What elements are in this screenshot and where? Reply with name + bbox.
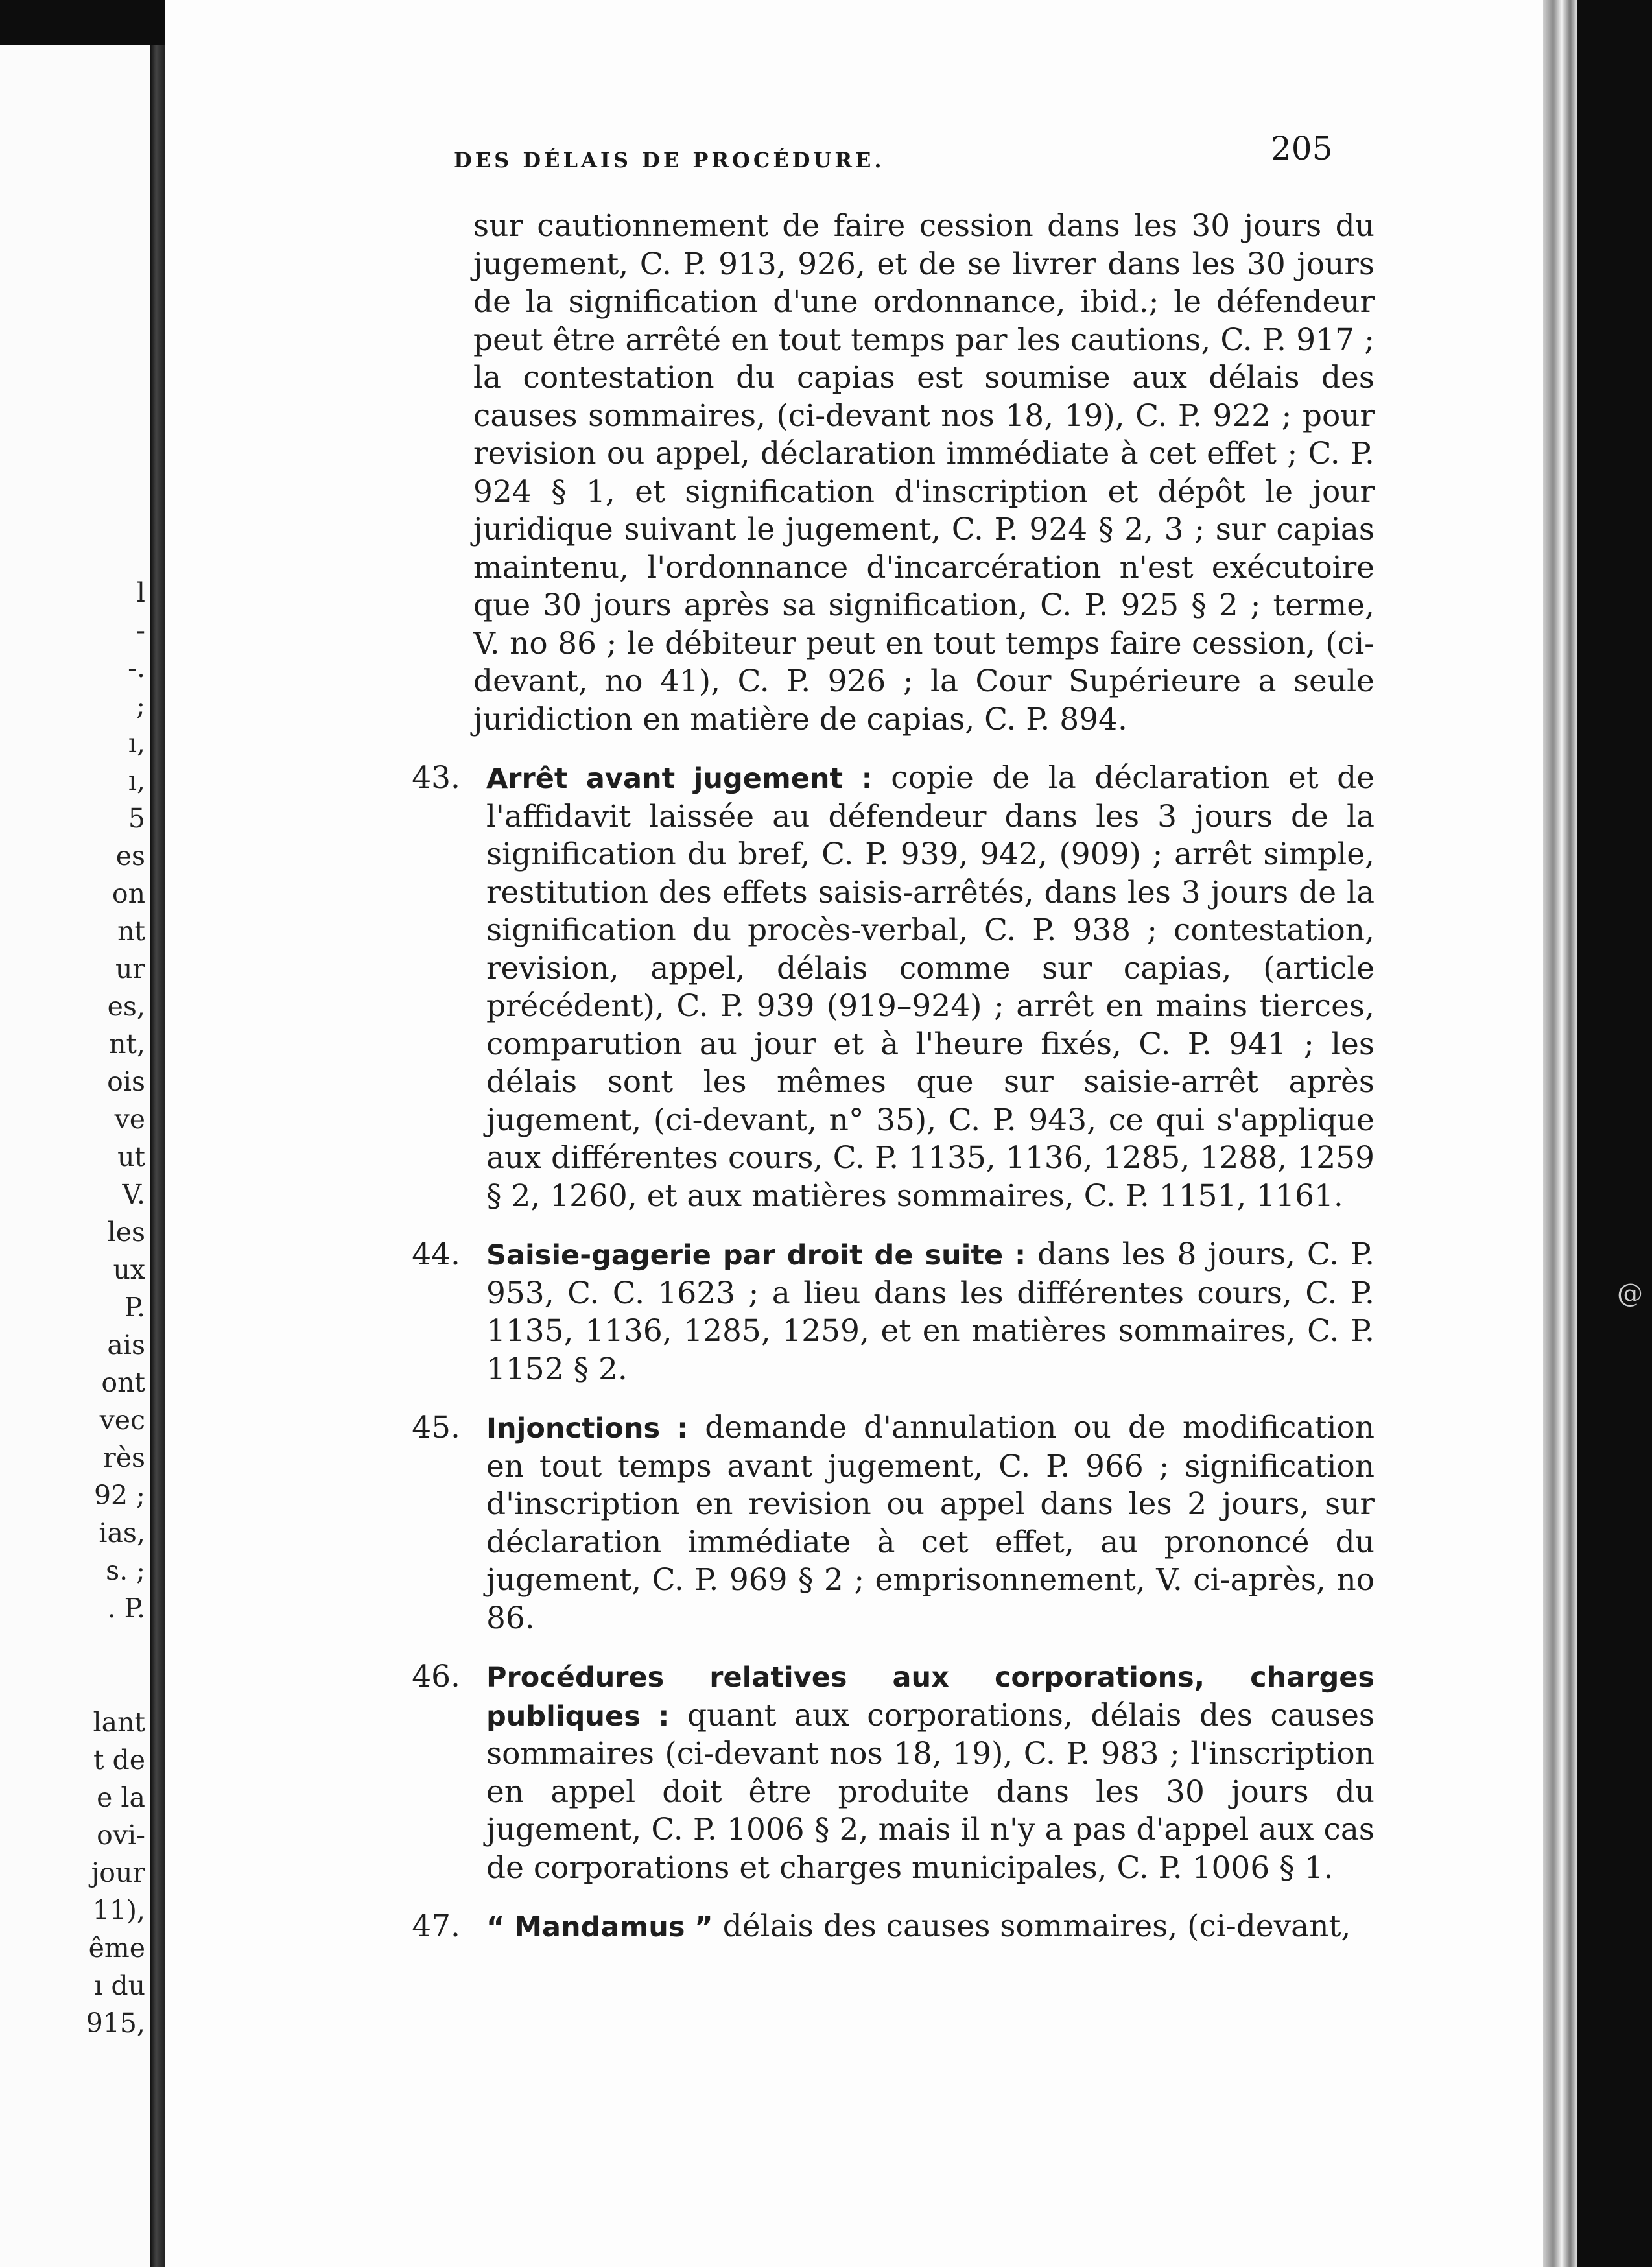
entry-text: copie de la déclaration et de l'affidavit laissée au défendeur dans les 3 jours de la signification du bref, C. P. 939, 942, (909) ; arrêt simple, restitution des effets saisis-arrêtés, dans les 3 jours de la signification du procès-verbal, C. P. 938 ; contestation, revision, appel, délais comme sur capias, (article précédent), C. P. 939 (919–924) ; arrêt en mains tierces, comparution au jour et à l'heure fixés, C. P. 941 ; les délais sont les mêmes que sur saisie-arrêt après jugement, (ci-devant, n° 35), C. P. 943, ce qui s'applique aux différentes cours, C. P. 1135, 1136, 1285, 1288, 1259 § 2, 1260, et aux matières sommaires, C. P. 1151, 1161.: [486, 760, 1375, 1214]
entry-text: délais des causes sommaires, (ci-devant,: [722, 1908, 1351, 1944]
previous-page-fragment: P.: [124, 1292, 145, 1323]
entry-heading: Arrêt avant jugement :: [486, 763, 873, 795]
entry-text: dans les 8 jours, C. P. 953, C. C. 1623 ; a lieu dans les différentes cours, C. P. 1135, 1136, 1285, 1259, et en matières sommaires, C. P. 1152 § 2.: [486, 1237, 1375, 1387]
entry-text: quant aux corporations, délais des causes sommaires (ci-devant nos 18, 19), C. P. 983 ; l'inscription en appel doit être produite dans les 30 jours du jugement, C. P. 1006 § 2, mais il n'y a pas d'appel aux cas de corporations et charges municipales, C. P. 1006 § 1.: [486, 1697, 1375, 1886]
entry-number: 44.: [412, 1237, 460, 1272]
previous-page-fragment: vec: [99, 1405, 145, 1436]
previous-page-fragment: ont: [101, 1367, 145, 1398]
previous-page-fragment: . P.: [107, 1593, 145, 1624]
running-title: DES DÉLAIS DE PROCÉDURE.: [454, 148, 885, 172]
previous-page-fragment: nt,: [109, 1028, 145, 1060]
previous-page-fragment: 92 ;: [93, 1480, 145, 1511]
entry-number: 45.: [412, 1410, 460, 1445]
entry-heading: Procédures relatives aux corporations, charges publiques :: [486, 1661, 1375, 1733]
entry-text: demande d'annulation ou de modification en tout temps avant jugement, C. P. 966 ; signification d'inscription en revision ou appel dans les 2 jours, sur déclaration immédiate à cet effet, au prononcé du jugement, C. P. 969 § 2 ; emprisonnement, V. ci-après, no 86.: [486, 1410, 1375, 1636]
book-gutter: [150, 45, 165, 2267]
previous-page-fragment: 915,: [86, 2008, 145, 2039]
previous-page-fragment: ovi-: [97, 1820, 145, 1851]
previous-page-fragment: nt: [117, 916, 145, 947]
entry-45: [363, 1409, 1375, 1637]
previous-page-fragment: ı,: [128, 765, 145, 796]
previous-page-fragment: ve: [114, 1104, 145, 1135]
entry-heading: Saisie-gagerie par droit de suite :: [486, 1239, 1026, 1272]
previous-page-fragment: 5: [128, 803, 145, 834]
previous-page-fragment: es,: [107, 991, 145, 1022]
previous-page-fragment: l: [136, 577, 145, 608]
entry-43: [363, 759, 1375, 1215]
previous-page-fragment: ur: [115, 953, 145, 984]
previous-page-fragment: on: [112, 878, 145, 909]
previous-page-fragment: jour: [91, 1857, 145, 1888]
previous-page-fragment: ême: [88, 1932, 145, 1964]
previous-page-fragment: ois: [107, 1066, 145, 1097]
previous-page-fragment: -: [136, 615, 145, 646]
previous-page-fragment: ux: [113, 1254, 145, 1285]
continuation-paragraph: sur cautionnement de faire cession dans les 30 jours du jugement, C. P. 913, 926, et de se livrer dans les 30 jours de la signification d'une ordonnance, ibid.; le défendeur peut être arrêté en tout temps par les cautions, C. P. 917 ; la contestation du capias est soumise aux délais des causes sommaires, (ci-devant nos 18, 19), C. P. 922 ; pour revision ou appel, déclaration immédiate à cet effet ; C. P. 924 § 1, et signification d'inscription et dépôt le jour juridique suivant le jugement, C. P. 924 § 2, 3 ; sur capias maintenu, l'ordonnance d'incarcération n'est exécutoire que 30 jours après sa signification, C. P. 925 § 2 ; terme, V. no 86 ; le débiteur peut en tout temps faire cession, (ci-devant, no 41), C. P. 926 ; la Cour Supérieure a seule juridiction en matière de capias, C. P. 894.: [473, 208, 1375, 737]
previous-page-edge: [0, 45, 150, 2267]
previous-page-fragment: e la: [97, 1782, 145, 1813]
previous-page-fragment: -.: [128, 652, 145, 683]
entry-number: 46.: [412, 1659, 460, 1694]
entry-44: [363, 1236, 1375, 1388]
page-number: 205: [1271, 130, 1333, 167]
previous-page-fragment: lant: [93, 1707, 145, 1738]
previous-page-fragment: les: [107, 1217, 145, 1248]
entry-47: [363, 1908, 1375, 1947]
page-body: [363, 208, 1375, 1947]
previous-page-fragment: ı du: [94, 1970, 145, 2001]
previous-page-fragment: rès: [103, 1442, 145, 1473]
previous-page-fragment: ı,: [128, 728, 145, 759]
entry-number: 47.: [412, 1908, 460, 1944]
previous-page-fragment: ais: [107, 1329, 145, 1360]
previous-page-fragment: es: [115, 840, 145, 872]
previous-page-fragment: t de: [93, 1744, 145, 1775]
page-edge: [1543, 0, 1577, 2267]
previous-page-fragment: ut: [117, 1141, 145, 1172]
previous-page-fragment: 11),: [92, 1895, 145, 1926]
entry-heading: “ Mandamus ”: [486, 1911, 713, 1943]
entry-heading: Injonctions :: [486, 1412, 689, 1445]
previous-page-fragment: V.: [122, 1179, 145, 1210]
margin-mark: @: [1617, 1279, 1643, 1309]
entry-number: 43.: [412, 760, 460, 796]
previous-page-fragment: s. ;: [106, 1555, 145, 1586]
previous-page-fragment: ;: [136, 690, 145, 721]
entry-46: [363, 1658, 1375, 1887]
previous-page-fragment: ias,: [99, 1517, 145, 1549]
